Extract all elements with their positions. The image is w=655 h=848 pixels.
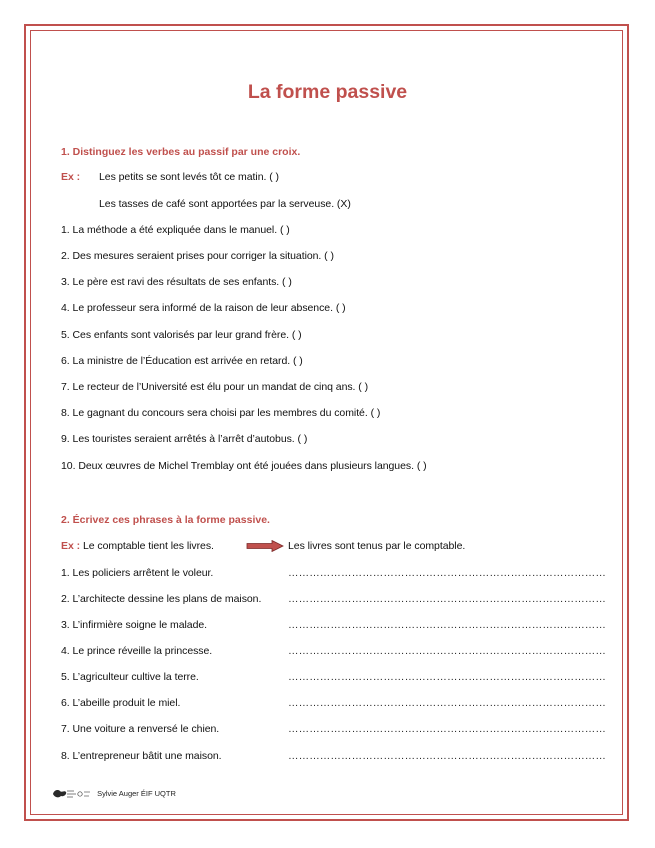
answer-line-8[interactable]: ……………………………………………………………………………… bbox=[288, 750, 606, 762]
section1-item-3: 3. Le père est ravi des résultats de ses enfants. ( ) bbox=[61, 276, 292, 288]
ex-label: Ex : bbox=[61, 171, 81, 183]
section2-item-7: 7. Une voiture a renversé le chien. bbox=[61, 723, 220, 735]
section1-item-6: 6. La ministre de l’Éducation est arrivée en retard. ( ) bbox=[61, 355, 303, 367]
answer-line-4[interactable]: ……………………………………………………………………………… bbox=[288, 645, 606, 657]
answer-line-2[interactable]: ……………………………………………………………………………… bbox=[288, 593, 606, 605]
logo-icon bbox=[52, 788, 92, 800]
page-title: La forme passive bbox=[247, 81, 408, 103]
section1-item-1: 1. La méthode a été expliquée dans le manuel. ( ) bbox=[61, 224, 290, 236]
answer-line-7[interactable]: ……………………………………………………………………………… bbox=[288, 723, 606, 735]
section1-example-1: Les petits se sont levés tôt ce matin. ( ) bbox=[99, 171, 279, 183]
section2-example-passive: Les livres sont tenus par le comptable. bbox=[288, 540, 466, 552]
section2-heading: 2. Écrivez ces phrases à la forme passive. bbox=[61, 514, 270, 526]
ex-label: Ex : bbox=[61, 540, 81, 552]
section2-item-3: 3. L’infirmière soigne le malade. bbox=[61, 619, 208, 631]
answer-line-6[interactable]: ……………………………………………………………………………… bbox=[288, 697, 606, 709]
section1-item-5: 5. Ces enfants sont valorisés par leur grand frère. ( ) bbox=[61, 329, 302, 341]
footer-credit: Sylvie Auger ÉIF UQTR bbox=[97, 788, 176, 798]
section1-item-2: 2. Des mesures seraient prises pour corriger la situation. ( ) bbox=[61, 250, 334, 262]
section2-item-4: 4. Le prince réveille la princesse. bbox=[61, 645, 213, 657]
section2-item-8: 8. L’entrepreneur bâtit une maison. bbox=[61, 750, 222, 762]
answer-line-1[interactable]: ……………………………………………………………………………… bbox=[288, 567, 606, 579]
section1-example-2: Les tasses de café sont apportées par la serveuse. (X) bbox=[99, 198, 351, 210]
footer bbox=[52, 788, 176, 800]
section1-item-10: 10. Deux œuvres de Michel Tremblay ont été jouées dans plusieurs langues. ( ) bbox=[61, 460, 427, 472]
section1-item-4: 4. Le professeur sera informé de la raison de leur absence. ( ) bbox=[61, 302, 346, 314]
section1-heading: 1. Distinguez les verbes au passif par une croix. bbox=[61, 146, 301, 158]
section1-item-9: 9. Les touristes seraient arrêtés à l’arrêt d’autobus. ( ) bbox=[61, 433, 308, 445]
right-arrow-icon bbox=[246, 540, 284, 552]
section2-example-active bbox=[61, 540, 214, 552]
section1-item-7: 7. Le recteur de l’Université est élu pour un mandat de cinq ans. ( ) bbox=[61, 381, 369, 393]
section1-ex-label bbox=[61, 171, 80, 183]
example-active-text: Le comptable tient les livres. bbox=[82, 540, 214, 552]
section2-item-1: 1. Les policiers arrêtent le voleur. bbox=[61, 567, 214, 579]
section2-item-6: 6. L’abeille produit le miel. bbox=[61, 697, 181, 709]
section2-item-5: 5. L’agriculteur cultive la terre. bbox=[61, 671, 199, 683]
section1-item-8: 8. Le gagnant du concours sera choisi par les membres du comité. ( ) bbox=[61, 407, 381, 419]
answer-line-3[interactable]: ……………………………………………………………………………… bbox=[288, 619, 606, 631]
answer-line-5[interactable]: ……………………………………………………………………………… bbox=[288, 671, 606, 683]
section2-item-2: 2. L’architecte dessine les plans de maison. bbox=[61, 593, 262, 605]
